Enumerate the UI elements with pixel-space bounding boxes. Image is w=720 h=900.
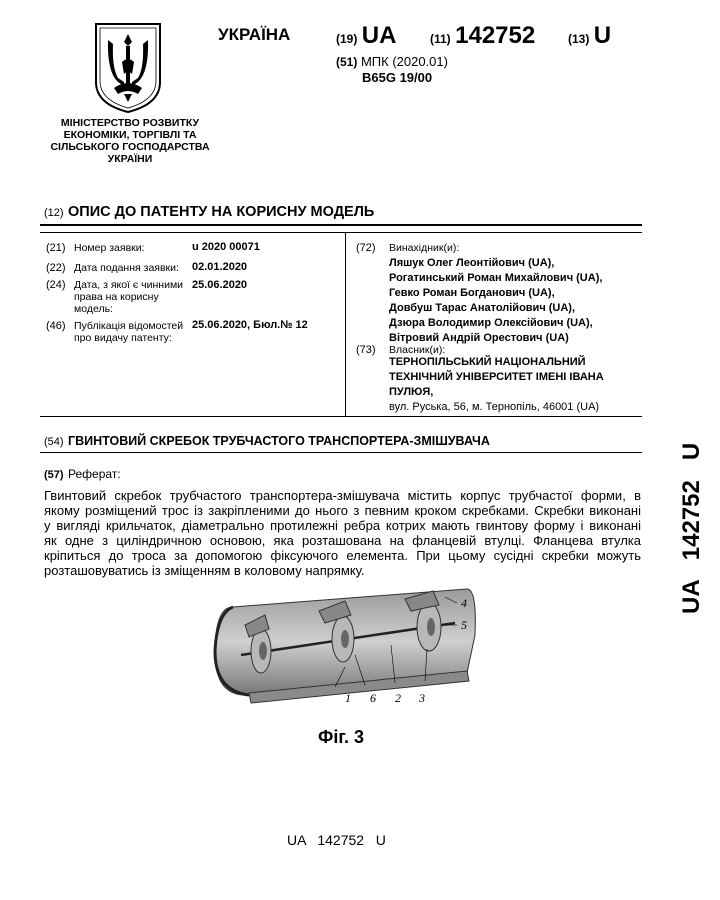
table-top-rule <box>40 224 642 226</box>
inventors-list <box>389 256 602 346</box>
filing-date: 02.01.2020 <box>192 261 248 273</box>
figure-label: 2 <box>395 691 401 705</box>
side-code-text: UA 142752 U <box>678 442 705 614</box>
inid-22: (22) <box>46 262 66 274</box>
patent-number: 142752 <box>455 22 536 49</box>
figure-label: 1 <box>345 691 351 705</box>
abstract-line: Гвинтовий скребок трубчастого транспортера-змішувача містить корпус трубчастої форми, в <box>44 488 641 503</box>
kind-code: U <box>593 22 612 49</box>
title-rule <box>40 452 642 453</box>
application-number: u 2020 00071 <box>192 241 260 253</box>
inventor: Дзюра Володимир Олексійович (UA), <box>389 317 593 329</box>
ministry-line: СІЛЬСЬКОГО ГОСПОДАРСТВА <box>50 141 210 153</box>
abstract-heading <box>44 465 121 483</box>
ipc-edition: МПК (2020.01) <box>360 54 448 69</box>
field-label-line: права на корисну <box>74 291 159 303</box>
field-label: Власник(и): <box>389 344 446 356</box>
inventor: Рогатинський Роман Михайлович (UA), <box>389 272 603 284</box>
inid-11: (11) <box>430 32 451 46</box>
inventor: Довбуш Тарас Анатолійович (UA), <box>389 302 576 314</box>
table-top-rule-thin <box>40 232 642 233</box>
abstract-line: розташовуватись із зміщенням в коловому напрямку. <box>44 563 365 578</box>
abstract-line: як одне з циліндричною основою, яка розташована на фланцевій втулці. Фланцева втулка <box>44 533 641 548</box>
inid-13: (13) <box>568 32 590 46</box>
field-label: Номер заявки: <box>74 242 145 254</box>
inid-21: (21) <box>46 242 66 254</box>
owner-line: ТЕХНІЧНИЙ УНІВЕРСИТЕТ ІМЕНІ ІВАНА <box>389 371 604 383</box>
figure-label: 6 <box>370 691 376 705</box>
coat-of-arms-icon <box>94 22 162 114</box>
field-label: Дата подання заявки: <box>74 262 179 274</box>
footer-code: UA 142752 U <box>287 832 386 848</box>
field-label-line: модель: <box>74 303 113 315</box>
ipc-class: B65G 19/00 <box>362 70 433 85</box>
ministry-line: ЕКОНОМІКИ, ТОРГІВЛІ ТА <box>63 129 197 141</box>
doc-type <box>44 203 374 221</box>
table-bottom-rule <box>40 416 642 417</box>
field-label-line: Публікація відомостей <box>74 320 184 332</box>
inid-72: (72) <box>356 242 376 254</box>
invention-title <box>44 432 490 450</box>
inid-12: (12) <box>44 207 64 219</box>
inid-19: (19) <box>336 32 358 46</box>
abstract-text <box>44 488 641 578</box>
inid-24: (24) <box>46 279 66 291</box>
figure-caption: Фіг. 3 <box>318 727 365 747</box>
ipc-edition-line <box>336 54 448 69</box>
publication-info: 25.06.2020, Бюл.№ 12 <box>192 319 308 331</box>
owner-line: ПУЛЮЯ, <box>389 386 434 398</box>
publication-codes <box>336 22 396 50</box>
owner-address: вул. Руська, 56, м. Тернопіль, 46001 (UA) <box>389 401 600 413</box>
inventor: Вітровий Андрій Орестович (UA) <box>389 332 569 344</box>
abstract-label: Реферат: <box>68 467 121 481</box>
inventor: Гевко Роман Богданович (UA), <box>389 287 555 299</box>
field-label <box>74 320 183 344</box>
field-label <box>74 279 183 315</box>
abstract-line: кріпиться до троса за допомогою фіксуючого елемента. При цьому сусідні скребки можуть <box>44 548 641 563</box>
ministry-name <box>40 117 220 165</box>
kind-block <box>568 22 611 50</box>
doc-type-title: ОПИС ДО ПАТЕНТУ НА КОРИСНУ МОДЕЛЬ <box>68 204 375 220</box>
inid-57: (57) <box>44 469 64 481</box>
figure-label: 5 <box>461 618 467 632</box>
country-code: UA <box>361 22 397 49</box>
ministry-line: МІНІСТЕРСТВО РОЗВИТКУ <box>60 117 200 129</box>
field-label: Винахідник(и): <box>389 242 460 254</box>
field-label-line: Дата, з якої є чинними <box>74 279 184 291</box>
figure-label: 3 <box>419 691 425 705</box>
abstract-line: якому розміщений трос із закріпленими до нього з певним кроком скребками. Скребки виконані <box>44 503 641 518</box>
country-name: УКРАЇНА <box>218 25 291 44</box>
conveyor-figure <box>205 585 495 715</box>
inid-51: (51) <box>336 55 358 69</box>
abstract-line: у вигляді крильчаток, діаметрально протилежні ребра котрих мають гвинтову форму і виконані <box>44 518 641 533</box>
table-column-divider <box>345 233 346 417</box>
field-label-line: про видачу патенту: <box>74 332 172 344</box>
inid-46: (46) <box>46 320 66 332</box>
owner-block <box>389 355 604 415</box>
effective-date: 25.06.2020 <box>192 279 248 291</box>
inventor: Ляшук Олег Леонтійович (UA), <box>389 257 555 269</box>
figure-label: 4 <box>461 596 467 610</box>
inid-54: (54) <box>44 436 64 448</box>
owner-line: ТЕРНОПІЛЬСЬКИЙ НАЦІОНАЛЬНИЙ <box>389 356 586 368</box>
patent-number-block <box>430 22 535 50</box>
inid-73: (73) <box>356 344 376 356</box>
title-text: ГВИНТОВИЙ СКРЕБОК ТРУБЧАСТОГО ТРАНСПОРТЕРА-ЗМІШУВАЧА <box>68 434 490 448</box>
ministry-line: УКРАЇНИ <box>107 153 153 165</box>
